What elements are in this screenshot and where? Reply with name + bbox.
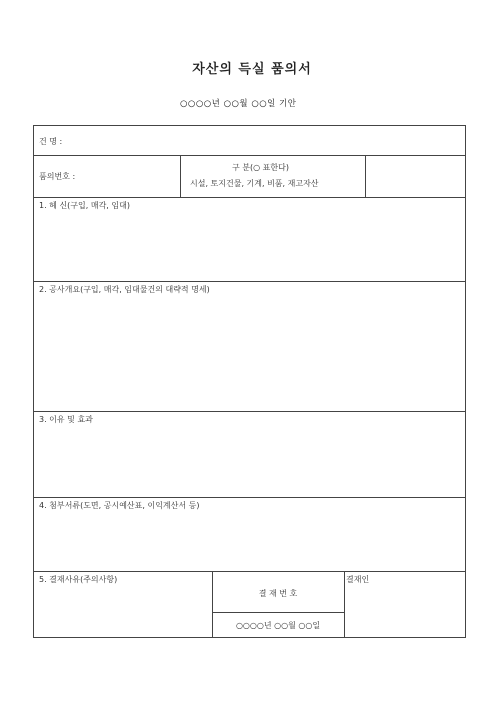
- approval-number-label: 결 재 번 호: [258, 589, 298, 598]
- approval-date: ○○○○년 ○○월 ○○일: [235, 621, 321, 630]
- section-approval-label: 5. 결재사유(주의사항): [39, 575, 118, 584]
- draft-date: ○○○○년 ○○월 ○○일 기안: [180, 99, 297, 109]
- section-reason: [34, 412, 465, 498]
- section-purpose: [34, 198, 465, 282]
- subject-label: 건 명 :: [39, 137, 63, 146]
- divider: [212, 612, 344, 613]
- section-reason-label: 3. 이유 및 효과: [39, 415, 93, 424]
- category-options: 시설, 토지건물, 기계, 비품, 재고자산: [190, 179, 319, 188]
- divider: [365, 156, 366, 197]
- doc-number-label: 품의번호 :: [39, 172, 76, 181]
- section-attachments: [34, 498, 465, 572]
- category-label: 구 분(○ 표한다): [232, 163, 289, 172]
- section-approval: [34, 572, 465, 638]
- approval-form: [33, 125, 466, 638]
- divider: [344, 572, 345, 638]
- section-overview: [34, 282, 465, 412]
- section-attachments-label: 4. 첨부서류(도면, 공시예산표, 이익계산서 등): [39, 501, 200, 510]
- divider: [180, 156, 181, 197]
- page-title: 자산의 득실 품의서: [192, 62, 312, 77]
- section-overview-label: 2. 공사개요(구입, 매각, 임대물건의 대략적 명세): [39, 285, 210, 294]
- subject-row: [34, 126, 465, 156]
- approver-label: 결재인: [346, 575, 370, 584]
- section-purpose-label: 1. 헤 신(구입, 매각, 임대): [39, 201, 130, 210]
- doc-number-row: [34, 156, 465, 198]
